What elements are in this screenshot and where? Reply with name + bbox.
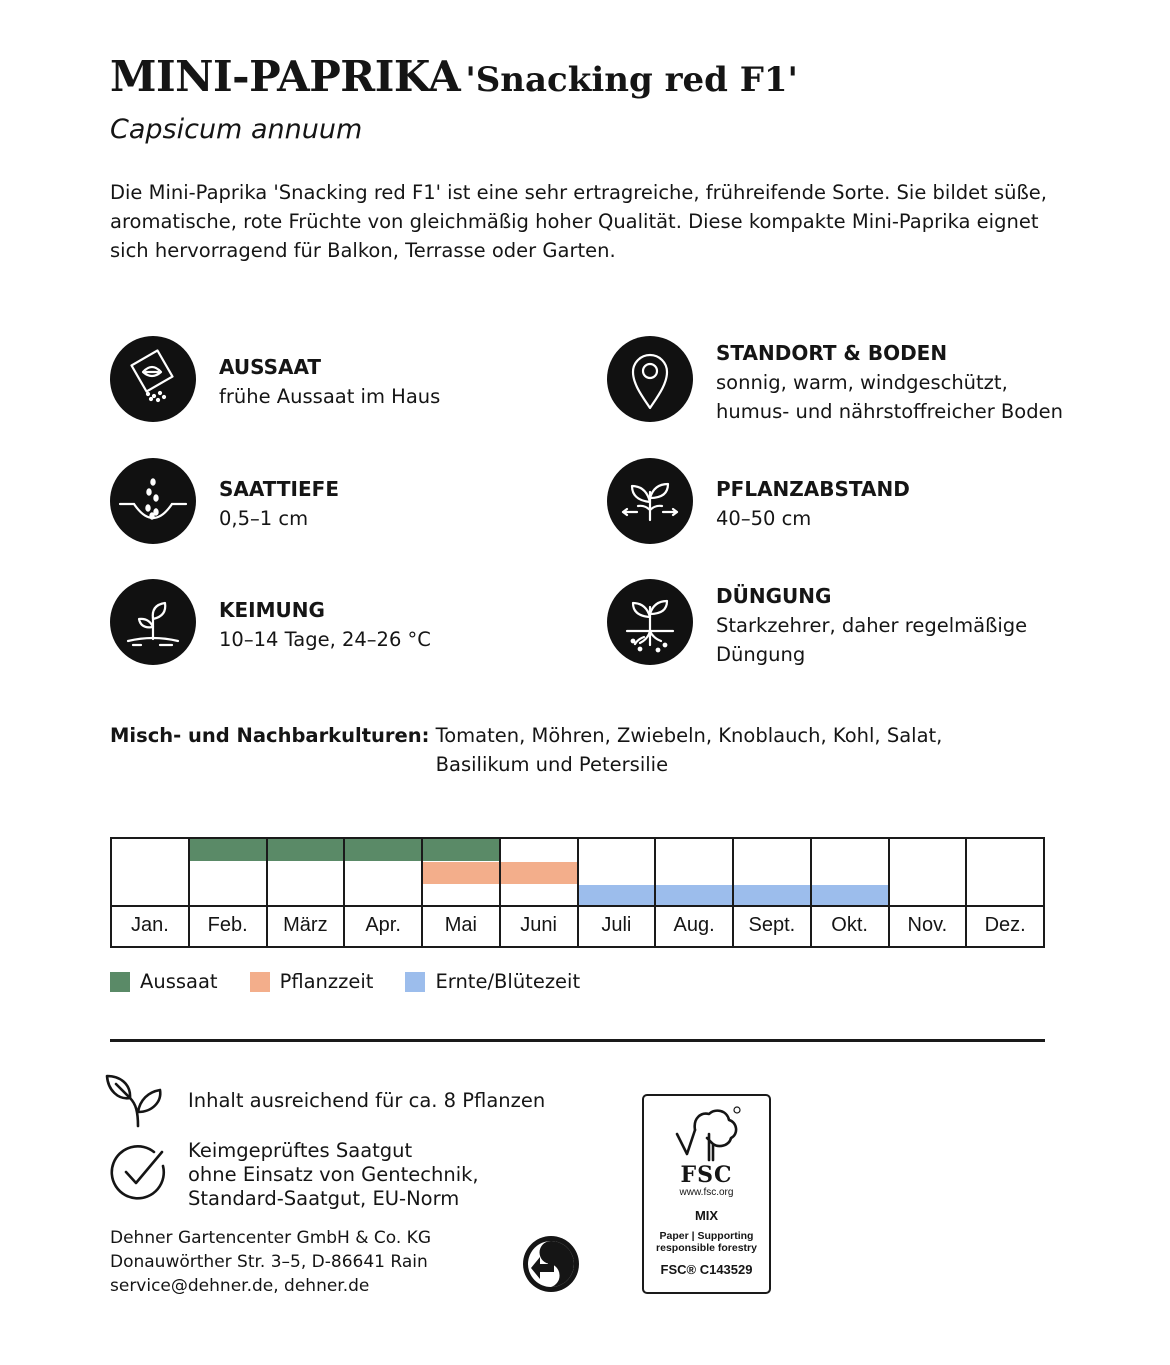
fsc-url: www.fsc.org [679,1187,734,1198]
content-amount: Inhalt ausreichend für ca. 8 Pflanzen [188,1089,546,1112]
companion-plants [110,721,1110,779]
calendar-bar-aussaat [345,839,421,861]
legend-swatch-ernte [405,972,425,992]
feature-standort [607,336,1063,426]
fsc-code: FSC® C143529 [660,1262,753,1277]
fsc-mix: MIX [694,1208,719,1223]
legend-swatch-aussaat [110,972,130,992]
calendar-month-label: Juni [501,905,577,946]
pflanzabstand-heading: PFLANZABSTAND [716,477,910,501]
feature-saattiefe [110,458,339,544]
address-line-1: Dehner Gartencenter GmbH & Co. KG [110,1228,431,1248]
aussaat-text: frühe Aussaat im Haus [219,385,441,408]
calendar-bar-ernte [734,885,810,907]
calendar-month-label: Nov. [890,905,966,946]
calendar-month [345,839,423,946]
intro-text: Die Mini-Paprika 'Snacking red F1' ist eine sehr ertragreiche, frühreifende Sorte. Sie bildet süße, aromatische, rote Früchte von gleichmäßig hoher Qualität. Diese kompakte Mini-Paprika eignet sich hervorragend für Balkon, Terrasse oder Garten. [110,181,1047,262]
calendar-month-label: Mai [423,905,499,946]
plant-spacing-icon [607,458,693,544]
calendar-month [190,839,268,946]
feature-keimung [110,579,431,665]
quality-line-2: ohne Einsatz von Gentechnik, [188,1163,479,1186]
calendar-bar-pflanzzeit [501,862,577,884]
title-variety: 'Snacking red F1' [465,60,798,100]
standort-heading: STANDORT & BODEN [716,341,948,365]
calendar-month-label: Feb. [190,905,266,946]
legend-label-pflanzzeit: Pflanzzeit [279,970,374,993]
green-dot-icon [521,1234,581,1294]
sowing-depth-icon [110,458,196,544]
checkmark-icon [110,1144,167,1201]
calendar-bar-aussaat [190,839,266,861]
feature-duengung [607,579,1027,669]
legend-label-aussaat: Aussaat [140,970,218,993]
company-address [110,1226,431,1298]
quality-line-3: Standard-Saatgut, EU-Norm [188,1187,460,1210]
fsc-tree-icon [671,1104,743,1164]
legend-swatch-pflanzzeit [250,972,270,992]
calendar-month [656,839,734,946]
calendar-month-label: Okt. [812,905,888,946]
feature-aussaat [110,336,440,422]
seed-quality [188,1139,479,1211]
calendar-month [890,839,968,946]
saattiefe-heading: SAATTIEFE [219,477,339,501]
calendar-month [112,839,190,946]
companion-label: Misch- und Nachbarkulturen: [110,724,430,747]
pflanzabstand-text: 40–50 cm [716,507,812,530]
calendar-month-label: Juli [579,905,655,946]
keimung-heading: KEIMUNG [219,598,325,622]
plants-icon [104,1072,174,1128]
calendar-bar-ernte [579,885,655,907]
calendar-month-label: Aug. [656,905,732,946]
location-pin-icon [607,336,693,422]
calendar-month-label: Dez. [967,905,1043,946]
calendar-bar-pflanzzeit [423,862,499,884]
calendar-month [812,839,890,946]
sowing-calendar [110,837,1045,948]
fsc-paper-line-2: responsible forestry [656,1242,757,1254]
legend-ernte [405,970,580,993]
calendar-month [268,839,346,946]
calendar-month-label: Jan. [112,905,188,946]
address-line-2: Donauwörther Str. 3–5, D-86641 Rain [110,1252,428,1272]
legend-aussaat [110,970,218,993]
sprout-icon [110,579,196,665]
duengung-text-2: Düngung [716,643,806,666]
calendar-bar-aussaat [268,839,344,861]
calendar-bar-ernte [656,885,732,907]
divider [110,1039,1045,1042]
legend-label-ernte: Ernte/Blütezeit [435,970,581,993]
latin-name: Capsicum annuum [110,114,363,145]
fsc-paper-line-1: Paper | Supporting [659,1230,754,1242]
calendar-month-label: Apr. [345,905,421,946]
fsc-label [642,1094,771,1294]
aussaat-heading: AUSSAAT [219,355,322,379]
fertilizer-icon [607,579,693,665]
calendar-bar-ernte [812,885,888,907]
duengung-heading: DÜNGUNG [716,584,832,608]
calendar-month [734,839,812,946]
seed-packet-icon [110,336,196,422]
calendar-month-label: Sept. [734,905,810,946]
quality-line-1: Keimgeprüftes Saatgut [188,1139,413,1162]
calendar-month [967,839,1043,946]
fsc-name: FSC [680,1162,733,1188]
calendar-month [579,839,657,946]
feature-pflanzabstand [607,458,910,544]
keimung-text: 10–14 Tage, 24–26 °C [219,628,431,651]
legend-pflanzzeit [250,970,374,993]
address-line-3: service@dehner.de, dehner.de [110,1276,370,1296]
standort-text-1: sonnig, warm, windgeschützt, [716,371,1008,394]
title-main: MINI-PAPRIKA [110,52,461,101]
calendar-month [501,839,579,946]
standort-text-2: humus- und nährstoffreicher Boden [716,400,1063,423]
calendar-month [423,839,501,946]
companion-value: Tomaten, Möhren, Zwiebeln, Knoblauch, Kohl, Salat, Basilikum und Petersilie [435,724,943,776]
calendar-bar-aussaat [423,839,499,861]
calendar-month-label: März [268,905,344,946]
duengung-text-1: Starkzehrer, daher regelmäßige [716,614,1028,637]
product-title [110,52,798,101]
calendar-legend [110,970,612,993]
saattiefe-text: 0,5–1 cm [219,507,309,530]
